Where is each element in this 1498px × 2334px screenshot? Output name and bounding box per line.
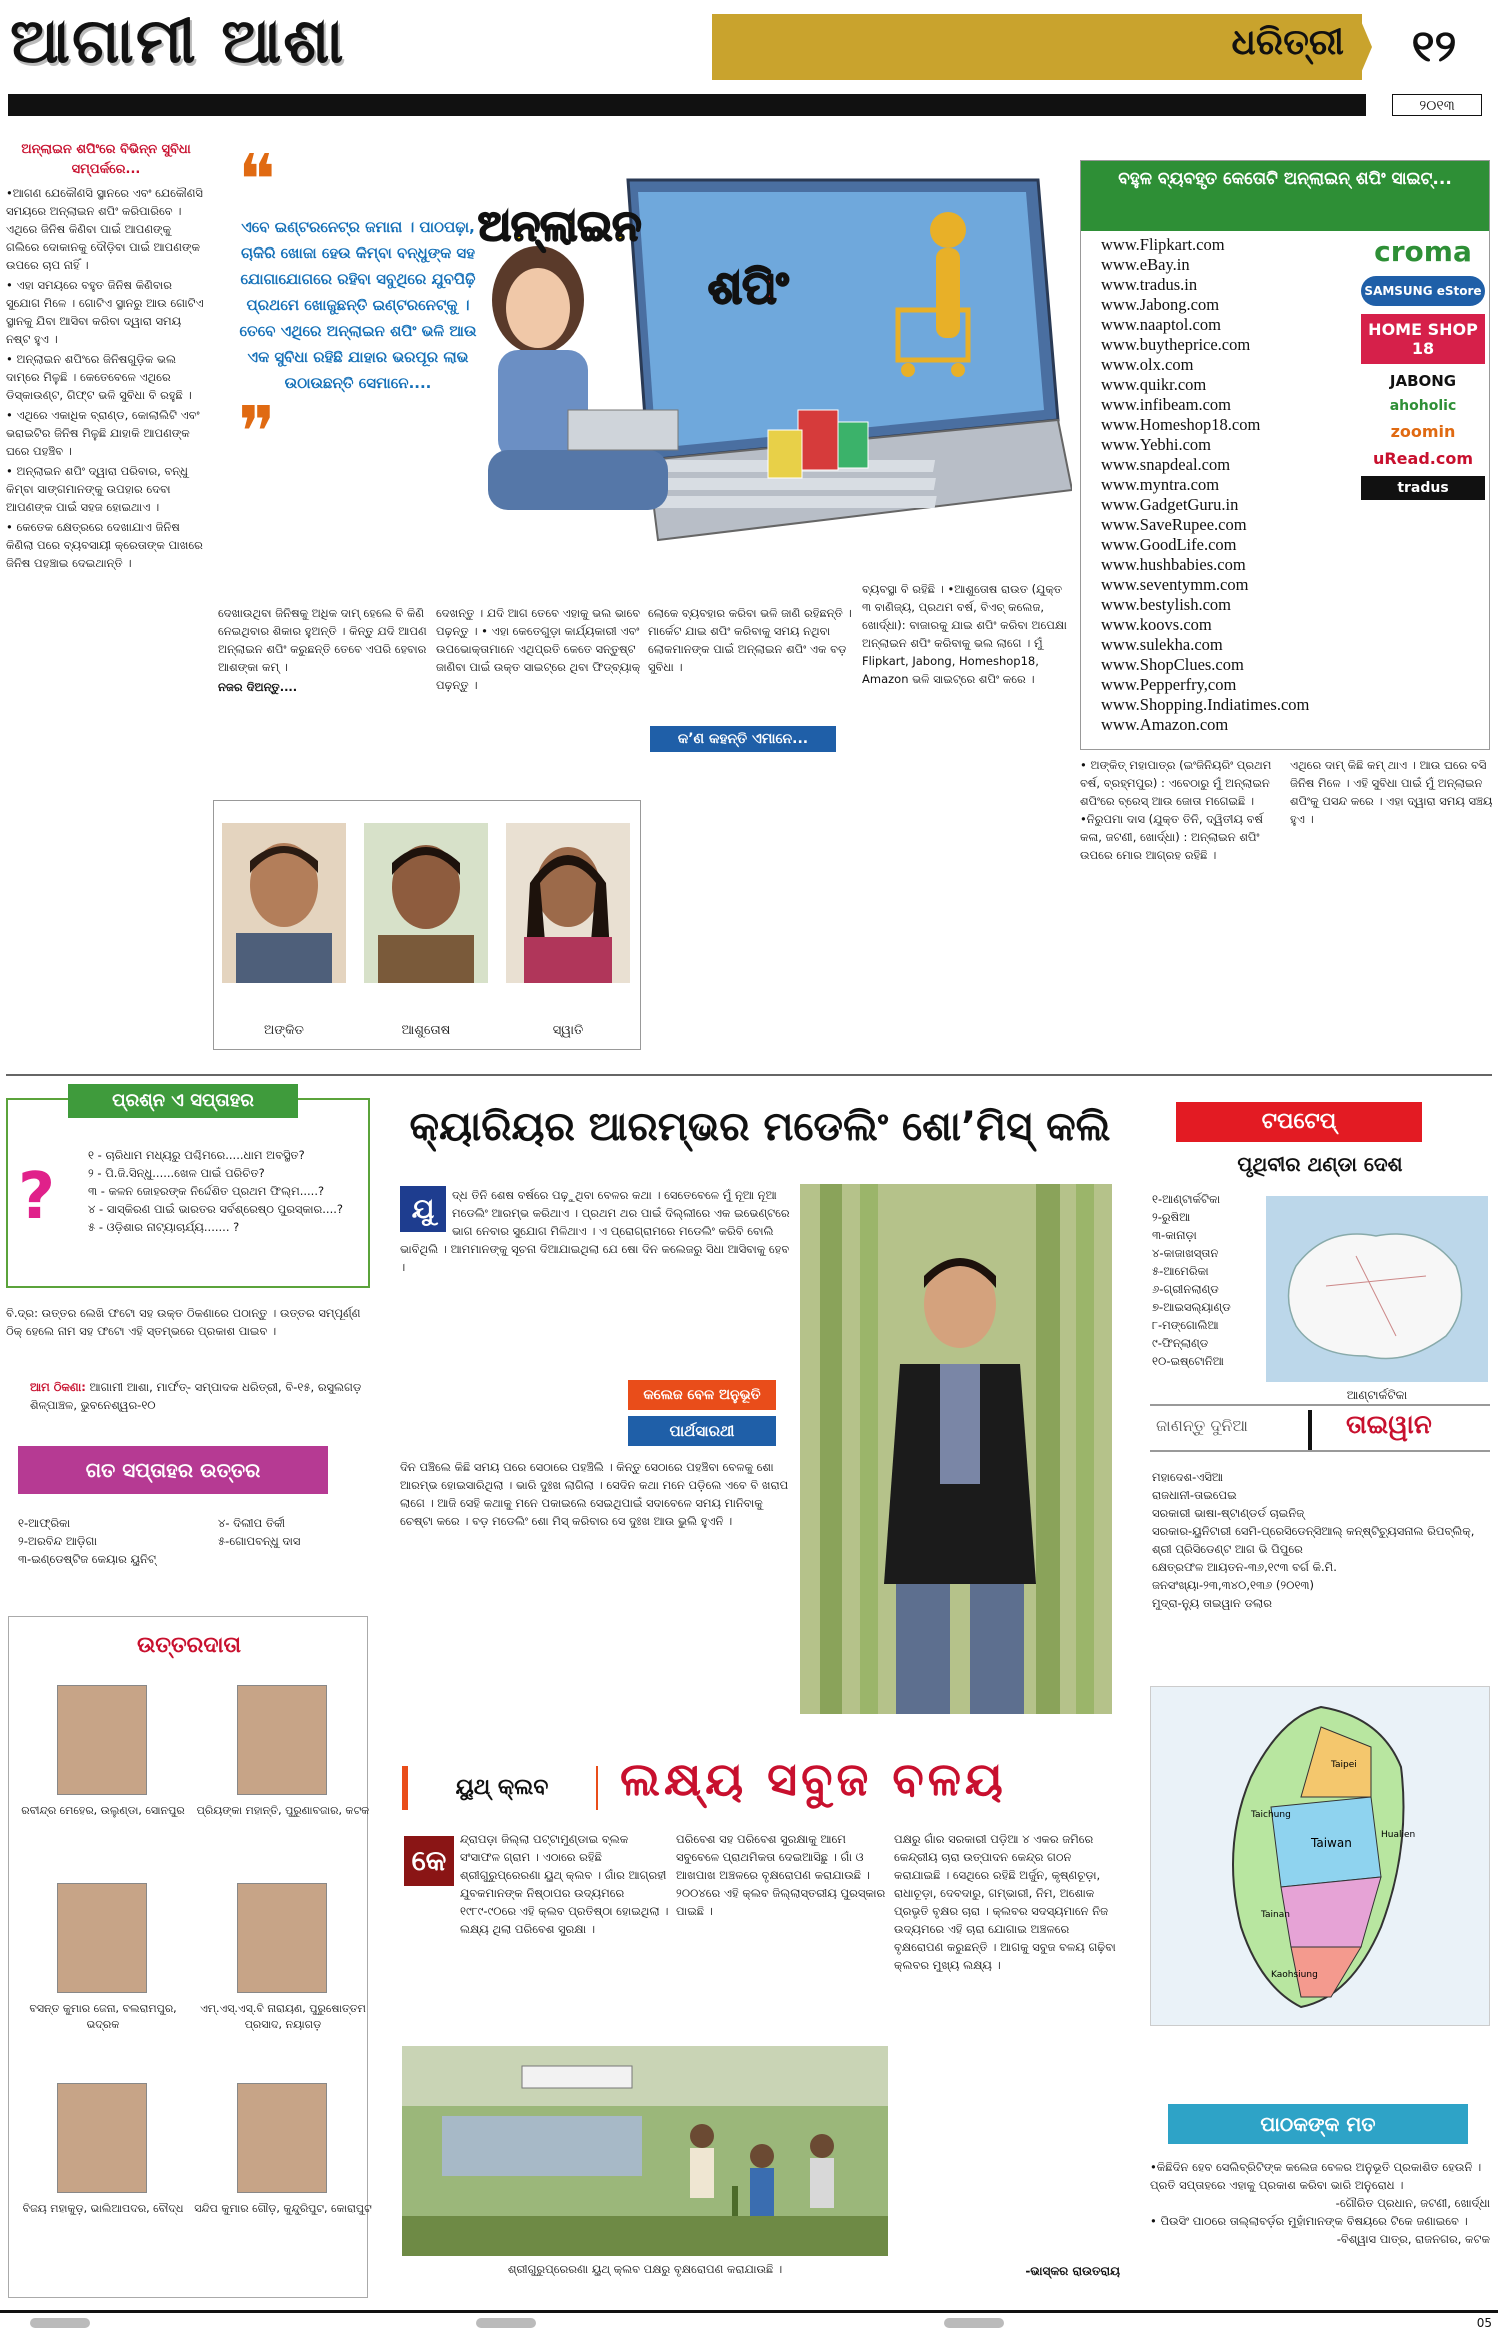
taiwan-fact: କ୍ଷେତ୍ରଫଳ ଆୟତନ-୩୬,୧୯୩ ବର୍ଗ କି.ମି. <box>1152 1560 1337 1574</box>
shopping-site-link[interactable]: www.hushbabies.com <box>1101 555 1246 574</box>
youth-club-tag: ୟୁଥ୍ କ୍ଲବ <box>402 1766 598 1810</box>
section-divider <box>6 1074 1492 1076</box>
prev-answers-list <box>18 1514 368 1584</box>
shopping-sites-box <box>1080 160 1490 750</box>
winner-caption: ରବୀନ୍ଦ୍ର ମେହେର, ଉଲୁଣ୍ଡା, ସୋନପୁର <box>21 1804 185 1817</box>
antarctica-map <box>1266 1196 1488 1382</box>
shopping-site-link[interactable]: www.tradus.in <box>1101 275 1198 294</box>
hero-subtitle: ଶପିଂ <box>708 260 789 314</box>
winner-photo <box>57 1685 147 1795</box>
antarctica-caption: ଆଣ୍ଟାର୍କଟିକା <box>1346 1388 1408 1402</box>
shopping-site-link[interactable]: www.SaveRupee.com <box>1101 515 1247 534</box>
page-number: ୧୨ <box>1372 14 1496 80</box>
map-label: Taiwan <box>1311 1836 1352 1850</box>
croma-logo: croma <box>1374 235 1472 268</box>
online-body-col-6 <box>1290 756 1495 1066</box>
shopping-site-link[interactable]: www.Yebhi.com <box>1101 435 1212 454</box>
know-world-label: ଜାଣନ୍ତୁ ଦୁନିଆ <box>1156 1416 1248 1435</box>
coldest-countries-list <box>1152 1190 1272 1370</box>
quiz-question: ୫ - ଓଡ଼ିଶାର ନାଟ୍ୟାଚାର୍ଯ୍ୟ....... ? <box>88 1220 240 1234</box>
shopping-site-link[interactable]: www.sulekha.com <box>1101 635 1223 654</box>
quiz-question: ୩ - କଳନ ଜୋହରଙ୍କ ନିର୍ଦ୍ଦେଶିତ ପ୍ରଥମ ଫିଲ୍ମ.....? <box>88 1184 325 1198</box>
shopping-site-link[interactable]: www.infibeam.com <box>1101 395 1231 414</box>
youth-drop-letter: କେ <box>404 1836 454 1886</box>
shopping-sites-heading: ବହୁଳ ବ୍ୟବହୃତ କେତୋଟି ଅନ୍‌ଲାଇନ୍ ଶପିଂ ସାଇଟ୍... <box>1081 161 1489 231</box>
online-benefit-para: • କେତେକ କ୍ଷେତ୍ରରେ ଦେଖାଯାଏ ଜିନିଷ କିଣିଲା ପରେ ବ୍ୟବସାୟୀ କ୍ରେତାଙ୍କ ପାଖରେ ଜିନିଷ ପହଞ୍ଚାଇ ଦେଇଥାନ୍ତି । <box>6 520 203 570</box>
winner-photo <box>237 2083 327 2193</box>
quiz-box <box>6 1090 370 1288</box>
uread-logo: uRead.com <box>1372 449 1474 468</box>
taiwan-fact: ରାଜଧାନୀ-ତାଇପେଇ <box>1152 1488 1237 1502</box>
shopping-site-link[interactable]: www.GadgetGuru.in <box>1101 495 1239 514</box>
photo-swati <box>506 823 630 983</box>
tapatapa-tag: ଟପଟେପ୍ <box>1176 1102 1422 1142</box>
quiz-question: ୨ - ପି.ଜି.ସିନ୍ଧୁ......ଖେଳ ପାଇଁ ପରିଚିତ? <box>88 1166 265 1180</box>
map-label: Kaohsiung <box>1271 1970 1318 1980</box>
know-world-bar <box>1150 1404 1490 1452</box>
quiz-address <box>30 1378 370 1414</box>
photo-caption: ସ୍ୱାତି <box>552 1023 584 1038</box>
country-name: ତାଇୱାନ <box>1346 1410 1432 1440</box>
prev-answer: ୨-ଅରବିନ୍ଦ ଆଡ଼ିଗା <box>18 1534 97 1548</box>
cold-country-item: ୩-କାନାଡ଼ା <box>1152 1228 1197 1242</box>
cold-country-item: ୧୦-ଇଷ୍ଟୋନିଆ <box>1152 1354 1224 1368</box>
question-mark-icon: ? <box>18 1160 56 1234</box>
taiwan-fact: ସରକାର-ୟୁନିଟାରୀ ସେମି-ପ୍ରେସିଡେନ୍ସିଆଲ୍ କନ୍‌ଷ୍ଟିଚ୍ୟୁସନାଲ ରିପବ୍ଲିକ୍, ଶ୍ରୀ ପ୍ରିସିଡେଣ୍ଟ ଆଗ ଭି ପିପୁରେ <box>1152 1524 1475 1556</box>
taiwan-fact: ମହାଦେଶ-ଏସିଆ <box>1152 1470 1224 1484</box>
reader-signature: -ଗୌରିତ ପ୍ରଧାନ, ଜଟଣୀ, ଖୋର୍ଦ୍ଧା <box>1335 2196 1490 2210</box>
footer-marker <box>30 2318 90 2328</box>
career-photo <box>800 1184 1112 1714</box>
tree-planting-caption: ଶ୍ରୀଗୁରୁପ୍ରେରଣା ୟୁଥ୍ କ୍ଲବ ପକ୍ଷରୁ ବୃକ୍ଷରୋପଣ କରାଯାଉଛି । <box>507 2262 783 2276</box>
online-benefit-para: •ଆଗଣ ଯେକୌଣସି ସ୍ଥାନରେ ଏବଂ ଯେକୌଣସି ସମୟରେ ଅନ୍‌ଲାଇନ ଶପିଂ କରିପାରିବେ । ଏଥିରେ ଜିନିଷ କିଣିବା ପାଇଁ ଆପଣଙ୍କୁ ଗଲିରେ ଦୋକାନକୁ ଦୌଡ଼ିବା ପାଇଁ ଆପଣଙ୍କ ଉପରେ ଚାପ ନାହିଁ । <box>6 186 203 272</box>
masthead-year: ୨୦୧୩ <box>1392 94 1482 116</box>
intro-quote <box>238 139 478 590</box>
footer-rule <box>0 2310 1498 2313</box>
cold-country-item: ୬-ଗ୍ରୀନଲାଣ୍ଡ <box>1152 1282 1219 1296</box>
online-benefit-para: • ଅନ୍‌ଲାଇନ ଶପିଂ ଦ୍ୱାରା ପରିବାର, ବନ୍ଧୁ କିମ୍ବା ସାଙ୍ଗମାନଙ୍କୁ ଉପହାର ଦେବା ଆପଣଙ୍କ ପାଇଁ ସହଜ ହୋଇଥାଏ । <box>6 464 188 514</box>
career-body-2: ଦିନ ପଞ୍ଚିଲେ କିଛି ସମୟ ପରେ ସେଠାରେ ପହଞ୍ଚିଲି । କିନ୍ତୁ ସେଠାରେ ପହଞ୍ଚିବା ବେଳକୁ ଶୋ ଆରମ୍ଭ ହୋଇସାରିଥିଲା । ଭାରି ଦୁଃଖ ଲାଗିଲା । ସେଦିନ କଥା ମନେ ପଡ଼ିଲେ ଏବେ ବି ଖରାପ ଲାଗେ । ଆଜି ସେହି କଥାକୁ ମନେ ପକାଇଲେ ସେଇଥିପାଇଁ ସଦାବେଳେ ସମୟ ମାନିବାକୁ ଚେଷ୍ଟା କରେ । ବଡ଼ ମଡେଲିଂ ଶୋ ମିସ୍ କରିବାର ସେ ଦୁଃଖ ଆଉ ଭୁଲି ହୁଏନି । <box>400 1460 789 1528</box>
shopping-site-link[interactable]: www.quikr.com <box>1101 375 1207 394</box>
winner-caption: ବିଜୟ ମହାକୁଡ଼, ଭାଲିଆପଦର, ବୌଦ୍ଧ <box>22 2202 184 2215</box>
prev-answers-col-1 <box>18 1514 368 1568</box>
shopping-site-link[interactable]: www.ShopClues.com <box>1101 655 1244 674</box>
shopping-site-link[interactable]: www.snapdeal.com <box>1101 455 1231 474</box>
shopping-site-link[interactable]: www.seventymm.com <box>1101 575 1249 594</box>
shopping-site-link[interactable]: www.koovs.com <box>1101 615 1212 634</box>
youth-club-title: ଲକ୍ଷ୍ୟ ସବୁଜ ବଳୟ <box>620 1752 1007 1806</box>
winner-photo <box>57 2083 147 2193</box>
opinion-photos <box>213 800 641 1050</box>
shopaholic-logo: ahoholic <box>1389 398 1457 414</box>
online-body-col-4 <box>862 580 1072 1070</box>
readers-opinion <box>1150 2158 1490 2288</box>
map-label: Tainan <box>1261 1910 1290 1920</box>
youth-byline: -ଭାସ୍କର ରାଉତରାୟ <box>1025 2264 1120 2278</box>
cold-country-item: ୭-ଆଇସଲ୍ୟାଣ୍ଡ <box>1152 1300 1231 1314</box>
cold-country-item: ୧-ଆଣ୍ଟାର୍କଟିକା <box>1152 1192 1221 1206</box>
readers-opinion-tag: ପାଠକଙ୍କ ମତ <box>1168 2104 1468 2144</box>
taiwan-map <box>1150 1686 1490 2026</box>
prev-answers-col-2 <box>218 1514 300 1550</box>
masthead-rule <box>8 94 1366 116</box>
footer-page-number: 05 <box>1476 2316 1492 2330</box>
online-benefit-para: • ଏହା ସମୟରେ ବହୁତ ଜିନିଷ କିଣିବାର ସୁଯୋଗ ମିଳେ । ଗୋଟିଏ ସ୍ଥାନରୁ ଆଉ ଗୋଟିଏ ସ୍ଥାନକୁ ଯିବା ଆସିବା କରିବା ଦ୍ୱାରା ସମୟ ନଷ୍ଟ ହୁଏ । <box>6 278 204 346</box>
winner-caption: ପ୍ରିୟଙ୍କା ମହାନ୍ତି, ପୁରୁଣାବଜାର, କଟକ <box>196 1804 370 1817</box>
reader-signature: -ବିଶ୍ୱାସ ପାତ୍ର, ରାଜନଗର, କଟକ <box>1336 2232 1490 2246</box>
quiz-question: ୧ - ଚାରିଧାମ ମଧ୍ୟରୁ ପଶ୍ଚିମରେ.....ଧାମ ଅବସ୍ଥିତ? <box>88 1148 305 1162</box>
photo-ankit <box>222 823 346 983</box>
career-title: କ୍ୟାରିୟର ଆରମ୍ଭର ମଡେଲିଂ ଶୋ’ମିସ୍ କଲି <box>409 1104 1111 1150</box>
photo-caption: ଆଶୁତୋଷ <box>401 1023 451 1038</box>
shopping-site-link[interactable]: www.GoodLife.com <box>1101 535 1237 554</box>
online-body-col-1 <box>218 604 430 794</box>
winner-photo <box>57 1883 147 1993</box>
college-label: କଲେଜ ବେଳ ଅନୁଭୂତି <box>628 1380 776 1410</box>
map-label: Taichung <box>1251 1810 1291 1820</box>
cold-country-item: ୯-ଫିନ୍‌ଲାଣ୍ଡ <box>1152 1336 1209 1350</box>
winners-box <box>8 1616 372 2298</box>
quote-open-icon: ❝ <box>238 139 276 221</box>
quote-close-icon: ❞ <box>238 391 276 473</box>
body-para: ଦେଖାଉଥିବା ଜିନିଷକୁ ଅଧିକ ଦାମ୍ ହେଲେ ବି କିଣି ନେଇଥିବାର ଶିକାର ହୁଅନ୍ତି । କିନ୍ତୁ ଯଦି ଆପଣ ଅନ୍‌ଲାଇନ ଶପିଂ କରୁଛନ୍ତି ତେବେ ଏପରି ହେବାର ଆଶଙ୍କା କମ୍ । <box>218 606 427 674</box>
cold-country-item: ୨-ରୁଷିଆ <box>1152 1210 1191 1224</box>
masthead-banner <box>712 14 1362 80</box>
homeshop18-logo: HOME SHOP 18 <box>1361 314 1485 364</box>
zoomin-logo: zoomin <box>1390 422 1456 441</box>
newspaper-brand: ଧରିତ୍ରୀ <box>1231 22 1344 63</box>
prev-answer: ୩-ଇଣ୍ଡେଷ୍ଟିଜ କେୟାର ୟୁନିଟ୍ <box>18 1552 156 1566</box>
winner-caption: ସନ୍ଦିପ କୁମାର ଗୌଡ଼, କୁନ୍ଦୁରିପୁଟ, କୋରାପୁଟ <box>194 2202 372 2215</box>
prev-answer: ୪- ଦିଲୀପ ତିର୍କୀ <box>218 1516 286 1530</box>
address-label: ଆମ ଠିକଣା: <box>30 1380 86 1394</box>
quote-text: ଏବେ ଇଣ୍ଟରନେଟ୍‌ର ଜମାନା । ପାଠପଢ଼ା, ଚାକିରି ଖୋଜା ହେଉ କିମ୍ବା ବନ୍ଧୁଙ୍କ ସହ ଯୋଗାଯୋଗରେ ରହିବା ସବୁଥିରେ ଯୁବପିଢ଼ି ପ୍ରଥମେ ଖୋଜୁଛନ୍ତି ଇଣ୍ଟରନେଟ୍‌କୁ । ତେବେ ଏଥିରେ ଅନ୍‌ଲାଇନ ଶପିଂ ଭଳି ଆଉ ଏକ ସୁବିଧା ରହିଛି ଯାହାର ଭରପୂର ଲାଭ ଉଠାଉଛନ୍ତି ସେମାନେ.... <box>239 218 477 392</box>
photo-ashutosh <box>364 823 488 983</box>
shopping-site-link[interactable]: www.naaptol.com <box>1101 315 1221 334</box>
taiwan-fact: ଜନସଂଖ୍ୟା-୨୩,୩୪୦,୧୩୬ (୨୦୧୩) <box>1152 1578 1314 1592</box>
shopping-site-link[interactable]: www.Homeshop18.com <box>1101 415 1261 434</box>
tree-planting-photo <box>402 2046 888 2256</box>
youth-body-3: ପକ୍ଷରୁ ଗାଁର ସରକାରୀ ପଡ଼ିଆ ୪ ଏକର ଜମିରେ କେନ୍ଦ୍ରୀୟ ଚାରା ଉତ୍ପାଦନ କେନ୍ଦ୍ର ଗଠନ କରାଯାଇଛି । ସେଥିରେ ରହିଛି ଅର୍ଜୁନ, କୃଷ୍ଣଚୂଡ଼ା, ରାଧାଚୂଡ଼ା, ଦେବଦାରୁ, ଗମ୍ଭାରୀ, ନିମ, ଅଶୋକ ପ୍ରଭୃତି ବୃକ୍ଷର ଚାରା । କ୍ଲବର ସଦସ୍ୟମାନେ ନିଜ ଉଦ୍ୟମରେ ଏହି ଚାରା ଯୋଗାଇ ଅଞ୍ଚଳରେ ବୃକ୍ଷରୋପଣ କରୁଛନ୍ତି । ଆଗକୁ ସବୁଜ ବଳୟ ଗଢ଼ିବା କ୍ଲବର ମୁଖ୍ୟ ଲକ୍ଷ୍ୟ । <box>894 1832 1116 1972</box>
jabong-logo: JABONG <box>1389 372 1457 390</box>
shopping-site-link[interactable]: www.myntra.com <box>1101 475 1220 494</box>
prev-answer: ୫-ଗୋପବନ୍ଧୁ ଦାସ <box>218 1534 301 1548</box>
person-name-label: ପାର୍ଥସାରଥୀ <box>628 1416 776 1446</box>
quiz-question: ୪ - ସାସ୍କିରଣ ପାଇଁ ଭାରତର ସର୍ବଶ୍ରେଷ୍ଠ ପୁରସ୍କାର....? <box>88 1202 343 1216</box>
winner-photo <box>237 1685 327 1795</box>
online-body-col-3 <box>648 604 860 1074</box>
taiwan-fact: ମୁଦ୍ରା-ନ୍ୟୁ ତାଇୱାନ ଡଲାର <box>1152 1596 1272 1610</box>
site-logos <box>1361 235 1485 735</box>
online-shopping-hero <box>478 160 1072 600</box>
know-world-divider <box>1308 1410 1312 1450</box>
prev-answers-title: ଗତ ସପ୍ତାହର ଉତ୍ତର <box>18 1446 328 1494</box>
shopping-sites-list <box>1101 235 1371 735</box>
online-benefits-heading: ଅନ୍‌ଲାଇନ ଶପିଂରେ ବିଭିନ୍ନ ସୁବିଧା ସମ୍ପର୍କରେ... <box>21 142 191 177</box>
body-para: ଦେଖନ୍ତୁ । ଯଦି ଆଗ ତେବେ ଏହାକୁ ଭଲ ଭାବେ ପଢ଼ନ୍ତୁ । • ଏହା କେତେଗୁଡ଼ା କାର୍ଯ୍ୟକାରୀ ଏବଂ ଉପଭୋକ୍ତାମାନେ ଏଥିପ୍ରତି କେତେ ସନ୍ତୁଷ୍ଟ ଜାଣିବା ପାଇଁ ଉକ୍ତ ସାଇଟ୍‌ରେ ଥିବା ଫିଡ୍‌ବ୍ୟାକ୍ ପଢ଼ନ୍ତୁ । <box>436 606 641 692</box>
body-para: ଲୋକେ ବ୍ୟବହାର କରିବା ଭଳି ଜାଣି ରହିଛନ୍ତି । ମାର୍କେଟ ଯାଇ ଶପିଂ କରିବାକୁ ସମୟ ନଥିବା ଲୋକମାନଙ୍କ ପାଇଁ ଅନ୍‌ଲାଇନ ଶପିଂ ଏକ ବଡ଼ ସୁବିଧା । <box>648 606 852 674</box>
online-benefits-column <box>6 140 206 1060</box>
tradus-logo: tradus <box>1361 476 1485 500</box>
quiz-questions <box>88 1146 343 1236</box>
footer-marker <box>944 2318 1004 2328</box>
masthead <box>0 0 1498 125</box>
shopping-site-link[interactable]: www.Amazon.com <box>1101 715 1229 734</box>
cold-country-item: ୫-ଆମେରିକା <box>1152 1264 1209 1278</box>
shopping-site-link[interactable]: www.olx.com <box>1101 355 1194 374</box>
map-label: Taipei <box>1331 1760 1357 1770</box>
shopping-site-link[interactable]: www.bestylish.com <box>1101 595 1232 614</box>
prev-answer: ୧-ଆଫ୍ରିକା <box>18 1516 71 1530</box>
body-para: ବ୍ୟବସ୍ଥା ବି ରହିଛି । •ଆଶୁତୋଷ ରାଉତ (ଯୁକ୍ତ ୩ ବାଣିଜ୍ୟ, ପ୍ରଥମ ବର୍ଷ, ବିଏଚ୍ କଲେଜ, ଖୋର୍ଦ୍ଧା): ବାଜାରକୁ ଯାଇ ଶପିଂ କରିବା ଅପେକ୍ଷା ଅନ୍‌ଲାଇନ ଶପିଂ କରିବାକୁ ଭଲ ଲାଗେ । ମୁଁ Flipkart, Jabong, Homeshop18, Amazon ଭଳି ସାଇଟ୍‌ରେ ଶପିଂ କରେ । <box>862 582 1067 686</box>
online-benefit-para: • ଏଥିରେ ଏକାଧିକ ବ୍ରାଣ୍ଡ, କୋଲାଲିଟି ଏବଂ ଭରାଇଟିର ଜିନିଷ ମିଳୁଛି ଯାହାକି ଆପଣଙ୍କ ଘରେ ପହଞ୍ଚିବ । <box>6 408 200 458</box>
quiz-title: ପ୍ରଶ୍ନ ଏ ସପ୍ତାହର <box>68 1084 298 1118</box>
cold-country-item: ୪-କାଜାଖସ୍ତାନ <box>1152 1246 1219 1260</box>
youth-body-1: ନ୍ଦ୍ରାପଡ଼ା ଜିଲ୍ଲା ପଟ୍ଟାମୁଣ୍ଡାଇ ବ୍ଲକ ସଂସାଫଳ ଗ୍ରାମ । ଏଠାରେ ରହିଛି ଶ୍ରୀଗୁରୁପ୍ରେରଣା ୟୁଥ୍ କ୍ଲବ । ଗାଁର ଆଗ୍ରହୀ ଯୁବକମାନଙ୍କ ନିଷ୍ଠାପର ଉଦ୍ୟମରେ ୧୯୮୯-୯୦ରେ ଏହି କ୍ଲବ ପ୍ରତିଷ୍ଠା ହୋଇଥିଲା । ଲକ୍ଷ୍ୟ ଥିଲା ପରିବେଶ ସୁରକ୍ଷା । <box>460 1832 669 1936</box>
online-benefit-para: • ଅନ୍‌ଲାଇନ ଶପିଂରେ ଜିନିଷଗୁଡ଼ିକ ଭଲ ଦାମ୍‌ରେ ମିଳୁଛି । କେତେବେଳେ ଏଥିରେ ଡିସ୍କାଉଣ୍ଟ, ଗିଫ୍ଟ ଭଳି ସୁବିଧା ବି ରହୁଛି । <box>6 352 192 402</box>
address-text: ଆଗାମୀ ଆଶା, ମାର୍ଫତ୍- ସମ୍ପାଦକ ଧରିତ୍ରୀ, ବି-୧୫, ରସୁଲଗଡ଼ ଶିଳ୍ପାଞ୍ଚଳ, ଭୁବନେଶ୍ୱର-୧୦ <box>30 1380 362 1412</box>
shopping-site-link[interactable]: www.buytheprice.com <box>1101 335 1251 354</box>
cold-country-item: ୮-ମଙ୍ଗୋଲିଆ <box>1152 1318 1219 1332</box>
winner-photo <box>237 1883 327 1993</box>
winner-caption: ବସନ୍ତ କୁମାର ଜେନା, ବଲରାମପୁର, ଭଦ୍ରକ <box>29 2002 177 2031</box>
coldest-countries-title: ପୃଥିବୀର ଥଣ୍ଡା ଦେଶ <box>1237 1152 1403 1176</box>
opinion-label: କ’ଣ କହନ୍ତି ଏମାନେ... <box>650 726 836 752</box>
careful-heading: ନଜର ଦିଅନ୍ତୁ.... <box>218 680 298 694</box>
shopping-site-link[interactable]: www.Shopping.Indiatimes.com <box>1101 695 1310 714</box>
masthead-title: ଆଗାମୀ ଆଶା <box>10 4 346 74</box>
shopping-site-link[interactable]: www.Flipkart.com <box>1101 235 1225 254</box>
shopping-site-link[interactable]: www.Pepperfry,com <box>1101 675 1237 694</box>
career-drop-letter: ଯୁ <box>400 1186 446 1232</box>
map-label: Hualien <box>1381 1830 1416 1840</box>
quiz-note: ବି.ଦ୍ର: ଉତ୍ତର ଲେଖି ଫଟୋ ସହ ଉକ୍ତ ଠିକଣାରେ ପଠାନ୍ତୁ । ଉତ୍ତର ସମ୍ପୂର୍ଣ୍ଣ ଠିକ୍ ହେଲେ ନାମ ସହ ଫଟୋ ଏହି ସ୍ତମ୍ଭରେ ପ୍ରକାଶ ପାଇବ । <box>6 1306 361 1338</box>
winner-caption: ଏମ୍.ଏସ୍.ଏସ୍.ବି ନାରାୟଣ, ପୁରୁଷୋତ୍ତମ ପ୍ରସାଦ, ନୟାଗଡ଼ <box>200 2002 366 2031</box>
reader-letter: • ପିଉସିଂ ପାଠରେ ତାଲ୍ଲାବର୍ଡ଼ର ମୁହାଁମାନଙ୍କ ବିଷୟରେ ଟିକେ ଜଣାଇବେ । <box>1150 2214 1468 2228</box>
samsung-estore-logo: SAMSUNG eStore <box>1361 276 1485 306</box>
career-para: ଦ୍ଧ ତିନି ଶେଷ ବର୍ଷରେ ପଢ଼ୁଥିବା ବେଳର କଥା । ସେତେବେଳେ ମୁଁ ନୂଆ ନୂଆ ମଡେଲିଂ ଆରମ୍ଭ କରିଥାଏ । ପ୍ରଥମ ଥର ପାଇଁ ଦିଲ୍ଲୀରେ ଏକ ଇଭେଣ୍ଟରେ ଭାଗ ନେବାର ସୁଯୋଗ ମିଳିଥାଏ । ଏ ପ୍ରୋଗ୍ରାମରେ ମଡେଲିଂ କରିବି ବୋଲି ଭାବିଥିଲି । ଆମମାନଙ୍କୁ ସୂଚନା ଦିଆଯାଇଥିଲା ଯେ ଷୋ ଦିନ କଲେଜରୁ ସିଧା ଆସିବାକୁ ହେବ । <box>400 1188 790 1274</box>
body-para: • ଅଙ୍କିତ୍ ମହାପାତ୍ର (ଇଂଜିନିୟରିଂ ପ୍ରଥମ ବର୍ଷ, ବ୍ରହ୍ମପୁର) : ଏବେଠାରୁ ମୁଁ ଅନ୍‌ଲାଇନ ଶପିଂରେ ବ୍ରେସ୍ ଆଉ ଜୋତା ମଗେଇଛି । •ନିରୁପମା ଦାସ (ଯୁକ୍ତ ତିନି, ଦ୍ୱିତୀୟ ବର୍ଷ କଳା, ଜଟଣୀ, ଖୋର୍ଦ୍ଧା) : ଅନ୍‌ଲାଇନ ଶପିଂ ଉପରେ ମୋର ଆଗ୍ରହ ରହିଛି । <box>1080 758 1272 862</box>
online-body-col-2 <box>436 604 646 794</box>
shopping-site-link[interactable]: www.Jabong.com <box>1101 295 1220 314</box>
youth-body-2: ପରିବେଶ ସହ ପରିବେଶ ସୁରକ୍ଷାକୁ ଆମେ ସବୁବେଳେ ପ୍ରାଥମିକତା ଦେଇଆସିଛୁ । ଗାଁ ଓ ଆଖପାଖ ଅଞ୍ଚଳରେ ବୃକ୍ଷରୋପଣ କରାଯାଉଛି । ୨୦୦୪ରେ ଏହି କ୍ଲବ ଜିଲ୍ଲାସ୍ତରୀୟ ପୁରସ୍କାର ପାଇଛି । <box>676 1832 886 1918</box>
taiwan-fact: ସରକାରୀ ଭାଷା-ଷ୍ଟାଣ୍ଡର୍ଡ ଚାଇନିଜ୍ <box>1152 1506 1305 1520</box>
body-para: ଏଥିରେ ଦାମ୍ କିଛି କମ୍ ଥାଏ । ଆଉ ଘରେ ବସି ଜିନିଷ ମିଳେ । ଏହି ସୁବିଧା ପାଇଁ ମୁଁ ଅନ୍‌ଲାଇନ ଶପିଂକୁ ପସନ୍ଦ କରେ । ଏହା ଦ୍ୱାରା ସମୟ ସଞ୍ଚୟ ହୁଏ । <box>1290 758 1493 826</box>
reader-letter: •କିଛିଦିନ ହେବ ସେଲିବ୍ରିଟିଙ୍କ କଲେଜ ବେଳର ଅନୁଭୂତି ପ୍ରକାଶିତ ହେଉନି । ପ୍ରତି ସପ୍ତାହରେ ଏହାକୁ ପ୍ରକାଶ କରିବା ଭାରି ଅନୁରୋଧ । <box>1150 2160 1482 2192</box>
footer-marker <box>476 2318 536 2328</box>
winners-title: ଉତ୍ତରଦାତା <box>136 1633 242 1658</box>
shopping-site-link[interactable]: www.eBay.in <box>1101 255 1190 274</box>
taiwan-facts <box>1152 1468 1490 1612</box>
photo-caption: ଅଙ୍କିତ <box>264 1023 304 1038</box>
hero-title: ଅନ୍‌ଲାଇନ <box>478 201 642 250</box>
online-body-col-5 <box>1080 756 1285 1066</box>
